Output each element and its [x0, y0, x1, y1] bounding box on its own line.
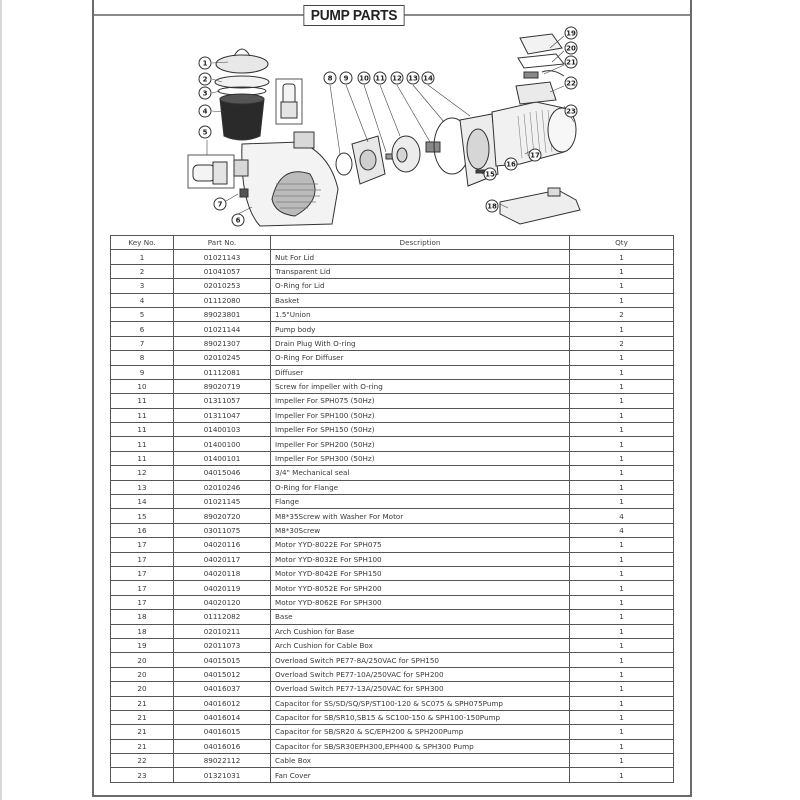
cell-part-no: 01021144 [174, 322, 271, 336]
table-row [111, 739, 674, 753]
cell-key-no: 2 [111, 264, 174, 278]
table-row [111, 682, 674, 696]
transparent-lid-part [215, 76, 269, 88]
cell-description: Impeller For SPH100 (50Hz) [271, 408, 570, 422]
cell-part-no: 04020119 [174, 581, 271, 595]
cell-key-no: 22 [111, 754, 174, 768]
cell-key-no: 16 [111, 523, 174, 537]
cell-part-no: 01321031 [174, 768, 271, 782]
cable-box-lid [520, 34, 562, 54]
cell-qty: 1 [570, 696, 674, 710]
cell-key-no: 11 [111, 394, 174, 408]
callout-label: 16 [506, 160, 516, 169]
cell-description: Pump body [271, 322, 570, 336]
cell-qty: 1 [570, 365, 674, 379]
cell-qty: 1 [570, 423, 674, 437]
table-row [111, 279, 674, 293]
callout-8 [324, 72, 336, 84]
callout-label: 4 [202, 107, 208, 116]
table-row [111, 581, 674, 595]
table-row [111, 480, 674, 494]
viewer-edge-rule [0, 0, 2, 800]
table-row [111, 710, 674, 724]
cell-part-no: 03011075 [174, 523, 271, 537]
cell-key-no: 21 [111, 696, 174, 710]
cell-qty: 1 [570, 710, 674, 724]
callout-label: 11 [375, 74, 385, 83]
cell-key-no: 18 [111, 610, 174, 624]
callout-22 [565, 77, 577, 89]
cell-qty: 1 [570, 624, 674, 638]
cell-key-no: 9 [111, 365, 174, 379]
cell-description: Transparent Lid [271, 264, 570, 278]
cell-part-no: 01112082 [174, 610, 271, 624]
cell-key-no: 6 [111, 322, 174, 336]
callout-label: 2 [202, 75, 208, 84]
cell-description: Base [271, 610, 570, 624]
cell-key-no: 17 [111, 552, 174, 566]
table-row [111, 437, 674, 451]
callout-label: 9 [343, 74, 349, 83]
cell-qty: 1 [570, 437, 674, 451]
cell-description: M8*35Screw with Washer For Motor [271, 509, 570, 523]
cell-key-no: 10 [111, 379, 174, 393]
table-row [111, 379, 674, 393]
cell-description: Impeller For SPH150 (50Hz) [271, 423, 570, 437]
table-header-row [111, 236, 674, 250]
table-row [111, 307, 674, 321]
table-row [111, 509, 674, 523]
cell-key-no: 17 [111, 581, 174, 595]
callout-3 [199, 87, 211, 99]
cell-qty: 1 [570, 394, 674, 408]
table-row [111, 322, 674, 336]
cell-key-no: 8 [111, 351, 174, 365]
table-row [111, 408, 674, 422]
callout-17 [529, 149, 541, 161]
table-row [111, 653, 674, 667]
cell-qty: 1 [570, 754, 674, 768]
cell-part-no: 01400103 [174, 423, 271, 437]
cable-box-part [516, 82, 556, 104]
cell-qty: 2 [570, 336, 674, 350]
cell-description: Screw for impeller with O-ring [271, 379, 570, 393]
cell-description: Motor YYD-8042E For SPH150 [271, 566, 570, 580]
callout-label: 15 [485, 170, 495, 179]
callout-13 [407, 72, 419, 84]
cell-key-no: 20 [111, 667, 174, 681]
cell-key-no: 13 [111, 480, 174, 494]
header-qty: Qty [570, 236, 674, 250]
table-row [111, 754, 674, 768]
cell-qty: 1 [570, 466, 674, 480]
cell-part-no: 89021307 [174, 336, 271, 350]
cell-qty: 4 [570, 523, 674, 537]
callout-label: 5 [202, 128, 208, 137]
cell-description: Impeller For SPH300 (50Hz) [271, 451, 570, 465]
table-row [111, 624, 674, 638]
callout-12 [391, 72, 403, 84]
cell-part-no: 04016037 [174, 682, 271, 696]
cell-description: Motor YYD-8062E For SPH300 [271, 595, 570, 609]
callout-6 [232, 214, 244, 226]
callout-15 [484, 168, 496, 180]
table-row [111, 250, 674, 264]
cell-description: Capacitor for SB/SR30EPH300,EPH400 & SPH300 Pump [271, 739, 570, 753]
cell-qty: 1 [570, 638, 674, 652]
callout-7 [214, 198, 226, 210]
cell-part-no: 02010211 [174, 624, 271, 638]
table-row [111, 638, 674, 652]
table-row [111, 566, 674, 580]
cell-part-no: 02010246 [174, 480, 271, 494]
table-row [111, 293, 674, 307]
cell-qty: 1 [570, 279, 674, 293]
table-row [111, 667, 674, 681]
callout-label: 21 [566, 58, 576, 67]
cell-part-no: 04016014 [174, 710, 271, 724]
table-row [111, 523, 674, 537]
parts-table-body [111, 250, 674, 782]
callout-1 [199, 57, 211, 69]
cell-key-no: 17 [111, 566, 174, 580]
cell-description: Motor YYD-8022E For SPH075 [271, 538, 570, 552]
cell-key-no: 1 [111, 250, 174, 264]
cell-key-no: 3 [111, 279, 174, 293]
cell-qty: 2 [570, 307, 674, 321]
cell-qty: 1 [570, 451, 674, 465]
table-row [111, 351, 674, 365]
cell-part-no: 01400100 [174, 437, 271, 451]
cell-qty: 1 [570, 552, 674, 566]
page-title: PUMP PARTS [303, 5, 404, 26]
callout-label: 20 [566, 44, 576, 53]
callout-label: 14 [423, 74, 433, 83]
basket-part [220, 99, 264, 140]
callout-9 [340, 72, 352, 84]
cell-part-no: 01112080 [174, 293, 271, 307]
cell-part-no: 01041057 [174, 264, 271, 278]
cell-key-no: 11 [111, 408, 174, 422]
table-row [111, 365, 674, 379]
cell-key-no: 5 [111, 307, 174, 321]
cell-qty: 1 [570, 653, 674, 667]
cell-description: Capacitor for SB/SR10,SB15 & SC100-150 & SPH100-150Pump [271, 710, 570, 724]
cell-key-no: 7 [111, 336, 174, 350]
cell-key-no: 21 [111, 739, 174, 753]
table-row [111, 768, 674, 782]
drain-plug-part [240, 189, 248, 197]
cell-description: Overload Switch PE77-8A/250VAC for SPH150 [271, 653, 570, 667]
overload-switch-part [524, 72, 538, 78]
cell-key-no: 17 [111, 595, 174, 609]
exploded-pump-diagram [180, 24, 620, 230]
cell-description: Motor YYD-8052E For SPH200 [271, 581, 570, 595]
cell-part-no: 89022112 [174, 754, 271, 768]
callout-4 [199, 105, 211, 117]
cell-description: Cable Box [271, 754, 570, 768]
cell-key-no: 21 [111, 725, 174, 739]
callout-18 [486, 200, 498, 212]
table-row [111, 451, 674, 465]
callout-5 [199, 126, 211, 138]
cell-part-no: 04015012 [174, 667, 271, 681]
mechanical-seal-part [426, 142, 440, 152]
callout-label: 23 [566, 107, 576, 116]
cell-qty: 1 [570, 480, 674, 494]
cell-part-no: 01400101 [174, 451, 271, 465]
cell-qty: 1 [570, 293, 674, 307]
header-part-no: Part No. [174, 236, 271, 250]
callout-label: 18 [487, 202, 497, 211]
cell-key-no: 15 [111, 509, 174, 523]
cell-description: Capacitor for SS/SD/SQ/SP/ST100-120 & SC075 & SPH075Pump [271, 696, 570, 710]
cell-qty: 1 [570, 408, 674, 422]
cell-description: Basket [271, 293, 570, 307]
cell-part-no: 02010253 [174, 279, 271, 293]
cell-key-no: 17 [111, 538, 174, 552]
callout-label: 8 [327, 74, 333, 83]
cell-description: Motor YYD-8032E For SPH100 [271, 552, 570, 566]
cell-qty: 1 [570, 495, 674, 509]
cell-qty: 1 [570, 322, 674, 336]
callout-label: 3 [202, 89, 208, 98]
cell-description: Diffuser [271, 365, 570, 379]
header-description: Description [271, 236, 570, 250]
cell-description: Fan Cover [271, 768, 570, 782]
callout-label: 1 [202, 59, 208, 68]
table-row [111, 423, 674, 437]
callout-2 [199, 73, 211, 85]
table-row [111, 264, 674, 278]
cell-part-no: 01021145 [174, 495, 271, 509]
callout-10 [358, 72, 370, 84]
cell-qty: 1 [570, 264, 674, 278]
callout-14 [422, 72, 434, 84]
cell-description: 3/4" Mechanical seal [271, 466, 570, 480]
callout-23 [565, 105, 577, 117]
cell-key-no: 20 [111, 682, 174, 696]
cell-part-no: 04015015 [174, 653, 271, 667]
table-row [111, 595, 674, 609]
cell-description: Arch Cushion for Cable Box [271, 638, 570, 652]
cell-key-no: 4 [111, 293, 174, 307]
cell-part-no: 02011073 [174, 638, 271, 652]
cell-description: Impeller For SPH075 (50Hz) [271, 394, 570, 408]
callout-label: 10 [359, 74, 369, 83]
cell-key-no: 11 [111, 437, 174, 451]
cell-description: Drain Plug With O-ring [271, 336, 570, 350]
cell-qty: 1 [570, 595, 674, 609]
cell-key-no: 11 [111, 451, 174, 465]
cell-key-no: 23 [111, 768, 174, 782]
callout-16 [505, 158, 517, 170]
cell-part-no: 04016016 [174, 739, 271, 753]
cell-description: Overload Switch PE77-13A/250VAC for SPH300 [271, 682, 570, 696]
cell-part-no: 01112081 [174, 365, 271, 379]
callout-21 [565, 56, 577, 68]
cell-qty: 4 [570, 509, 674, 523]
table-row [111, 495, 674, 509]
cell-qty: 1 [570, 379, 674, 393]
cell-description: O-Ring for Lid [271, 279, 570, 293]
cell-description: O-Ring for Flange [271, 480, 570, 494]
cell-part-no: 89023801 [174, 307, 271, 321]
cell-description: Overload Switch PE77-10A/250VAC for SPH200 [271, 667, 570, 681]
cell-part-no: 04020116 [174, 538, 271, 552]
callout-label: 22 [566, 79, 576, 88]
cell-part-no: 04020117 [174, 552, 271, 566]
table-row [111, 466, 674, 480]
cell-part-no: 01311057 [174, 394, 271, 408]
cell-qty: 1 [570, 566, 674, 580]
cell-key-no: 19 [111, 638, 174, 652]
cell-part-no: 01021143 [174, 250, 271, 264]
pump-drawing [188, 34, 580, 226]
cell-part-no: 04016012 [174, 696, 271, 710]
cell-qty: 1 [570, 538, 674, 552]
lid-nut-part [216, 55, 268, 73]
cell-qty: 1 [570, 682, 674, 696]
cell-part-no: 04015046 [174, 466, 271, 480]
cell-qty: 1 [570, 250, 674, 264]
cell-part-no: 02010245 [174, 351, 271, 365]
callout-label: 6 [235, 216, 241, 225]
cell-key-no: 18 [111, 624, 174, 638]
cell-description: Flange [271, 495, 570, 509]
cell-qty: 1 [570, 725, 674, 739]
cell-part-no: 01311047 [174, 408, 271, 422]
cell-key-no: 20 [111, 653, 174, 667]
cell-qty: 1 [570, 667, 674, 681]
cell-qty: 1 [570, 739, 674, 753]
cell-description: Nut For Lid [271, 250, 570, 264]
outlet-port [294, 132, 314, 148]
table-row [111, 725, 674, 739]
callout-label: 7 [217, 200, 223, 209]
callout-20 [565, 42, 577, 54]
diffuser-oring-part [336, 153, 352, 175]
cell-description: Capacitor for SB/SR20 & SC/EPH200 & SPH200Pump [271, 725, 570, 739]
parts-table [110, 235, 674, 783]
table-row [111, 552, 674, 566]
cell-key-no: 21 [111, 710, 174, 724]
cell-key-no: 14 [111, 495, 174, 509]
cell-description: Arch Cushion for Base [271, 624, 570, 638]
header-key-no: Key No. [111, 236, 174, 250]
cell-description: 1.5"Union [271, 307, 570, 321]
cell-key-no: 11 [111, 423, 174, 437]
table-row [111, 538, 674, 552]
cell-qty: 1 [570, 610, 674, 624]
cell-qty: 1 [570, 581, 674, 595]
table-row [111, 394, 674, 408]
cell-description: Impeller For SPH200 (50Hz) [271, 437, 570, 451]
callout-label: 19 [566, 29, 576, 38]
cell-qty: 1 [570, 351, 674, 365]
cell-part-no: 04020118 [174, 566, 271, 580]
cell-description: M8*30Screw [271, 523, 570, 537]
inlet-port [234, 160, 248, 176]
cell-description: O-Ring For Diffuser [271, 351, 570, 365]
callout-label: 17 [530, 151, 540, 160]
table-row [111, 336, 674, 350]
table-row [111, 696, 674, 710]
base-part [500, 190, 580, 224]
cell-part-no: 89020719 [174, 379, 271, 393]
cell-qty: 1 [570, 768, 674, 782]
cell-part-no: 04016015 [174, 725, 271, 739]
callout-19 [565, 27, 577, 39]
cell-part-no: 89020720 [174, 509, 271, 523]
callout-label: 12 [392, 74, 402, 83]
cable-box-gasket [518, 54, 564, 68]
table-row [111, 610, 674, 624]
cell-key-no: 12 [111, 466, 174, 480]
callout-label: 13 [408, 74, 418, 83]
cell-part-no: 04020120 [174, 595, 271, 609]
callout-11 [374, 72, 386, 84]
